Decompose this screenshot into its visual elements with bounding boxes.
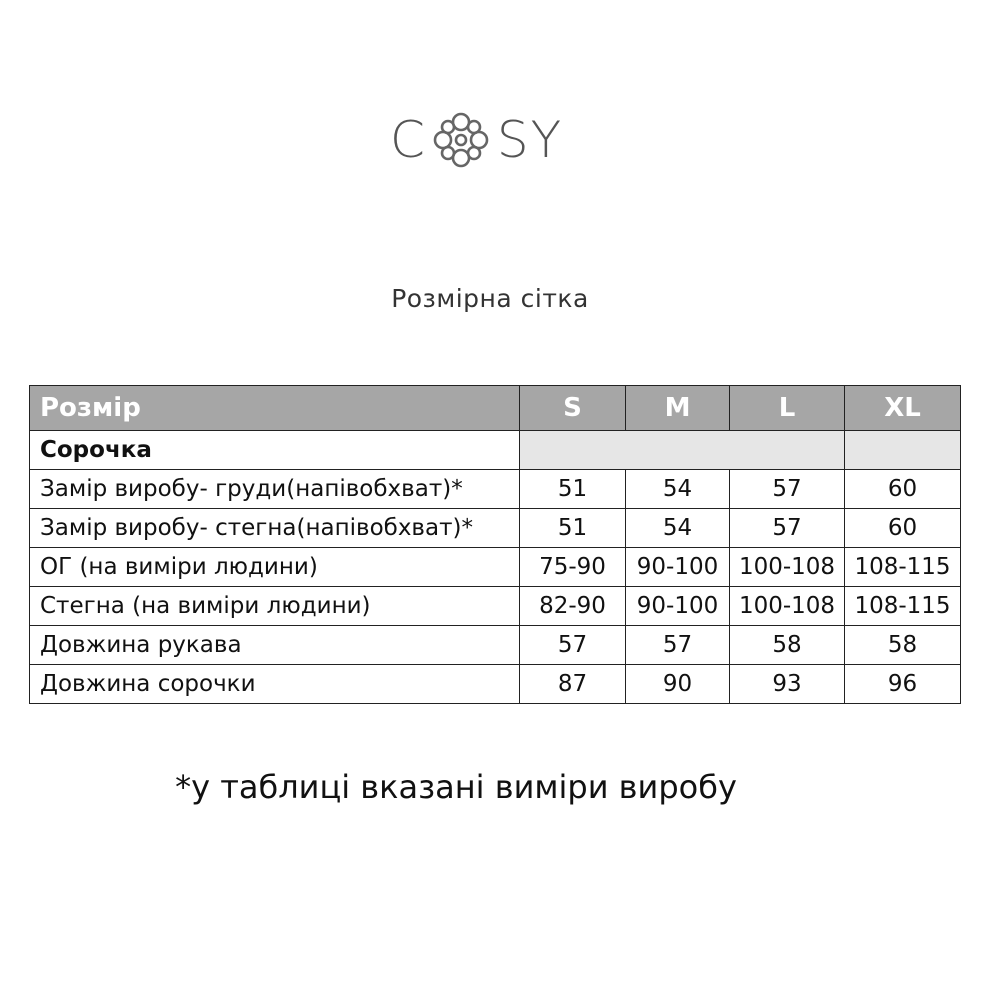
row-label: Стегна (на виміри людини): [30, 587, 520, 626]
cell-value: 100-108: [730, 587, 845, 626]
size-chart-table: [29, 385, 961, 704]
brand-logo: [390, 100, 610, 180]
cell-value: 100-108: [730, 548, 845, 587]
header-size-s: S: [520, 386, 626, 431]
cell-value: 93: [730, 665, 845, 704]
row-label: ОГ (на виміри людини): [30, 548, 520, 587]
flower-knot-icon: [429, 108, 493, 172]
cell-value: 57: [520, 626, 626, 665]
cell-value: 58: [845, 626, 961, 665]
cell-value: 90: [626, 665, 730, 704]
cell-value: 57: [626, 626, 730, 665]
cell-value: 57: [730, 509, 845, 548]
table-row: [30, 626, 961, 665]
row-label: Замір виробу- стегна(напівобхват)*: [30, 509, 520, 548]
row-label: Довжина сорочки: [30, 665, 520, 704]
cell-value: 108-115: [845, 587, 961, 626]
cell-value: 51: [520, 509, 626, 548]
logo-letters-sy: SY: [496, 111, 564, 169]
table-row: [30, 509, 961, 548]
header-size-m: M: [626, 386, 730, 431]
header-size-label: Розмір: [30, 386, 520, 431]
cell-value: 54: [626, 470, 730, 509]
cell-value: 57: [730, 470, 845, 509]
cell-value: 54: [626, 509, 730, 548]
header-size-xl: XL: [845, 386, 961, 431]
section-title: Сорочка: [30, 431, 520, 470]
cell-value: 75-90: [520, 548, 626, 587]
footnote: *у таблиці вказані виміри виробу: [175, 768, 737, 806]
row-label: Довжина рукава: [30, 626, 520, 665]
header-size-l: L: [730, 386, 845, 431]
cell-value: 60: [845, 470, 961, 509]
table-row: [30, 665, 961, 704]
table-header-row: [30, 386, 961, 431]
cell-value: 90-100: [626, 548, 730, 587]
cell-value: 82-90: [520, 587, 626, 626]
cell-value: 58: [730, 626, 845, 665]
row-label: Замір виробу- груди(напівобхват)*: [30, 470, 520, 509]
cell-value: 108-115: [845, 548, 961, 587]
table-row: [30, 548, 961, 587]
section-blank-cell: [520, 431, 845, 470]
section-row: [30, 431, 961, 470]
page-subtitle: Розмірна сітка: [391, 284, 589, 313]
cell-value: 87: [520, 665, 626, 704]
logo-letter-c: C: [390, 111, 427, 169]
table-row: [30, 587, 961, 626]
table-row: [30, 470, 961, 509]
cell-value: 96: [845, 665, 961, 704]
section-blank-cell: [845, 431, 961, 470]
cell-value: 90-100: [626, 587, 730, 626]
cell-value: 60: [845, 509, 961, 548]
cell-value: 51: [520, 470, 626, 509]
